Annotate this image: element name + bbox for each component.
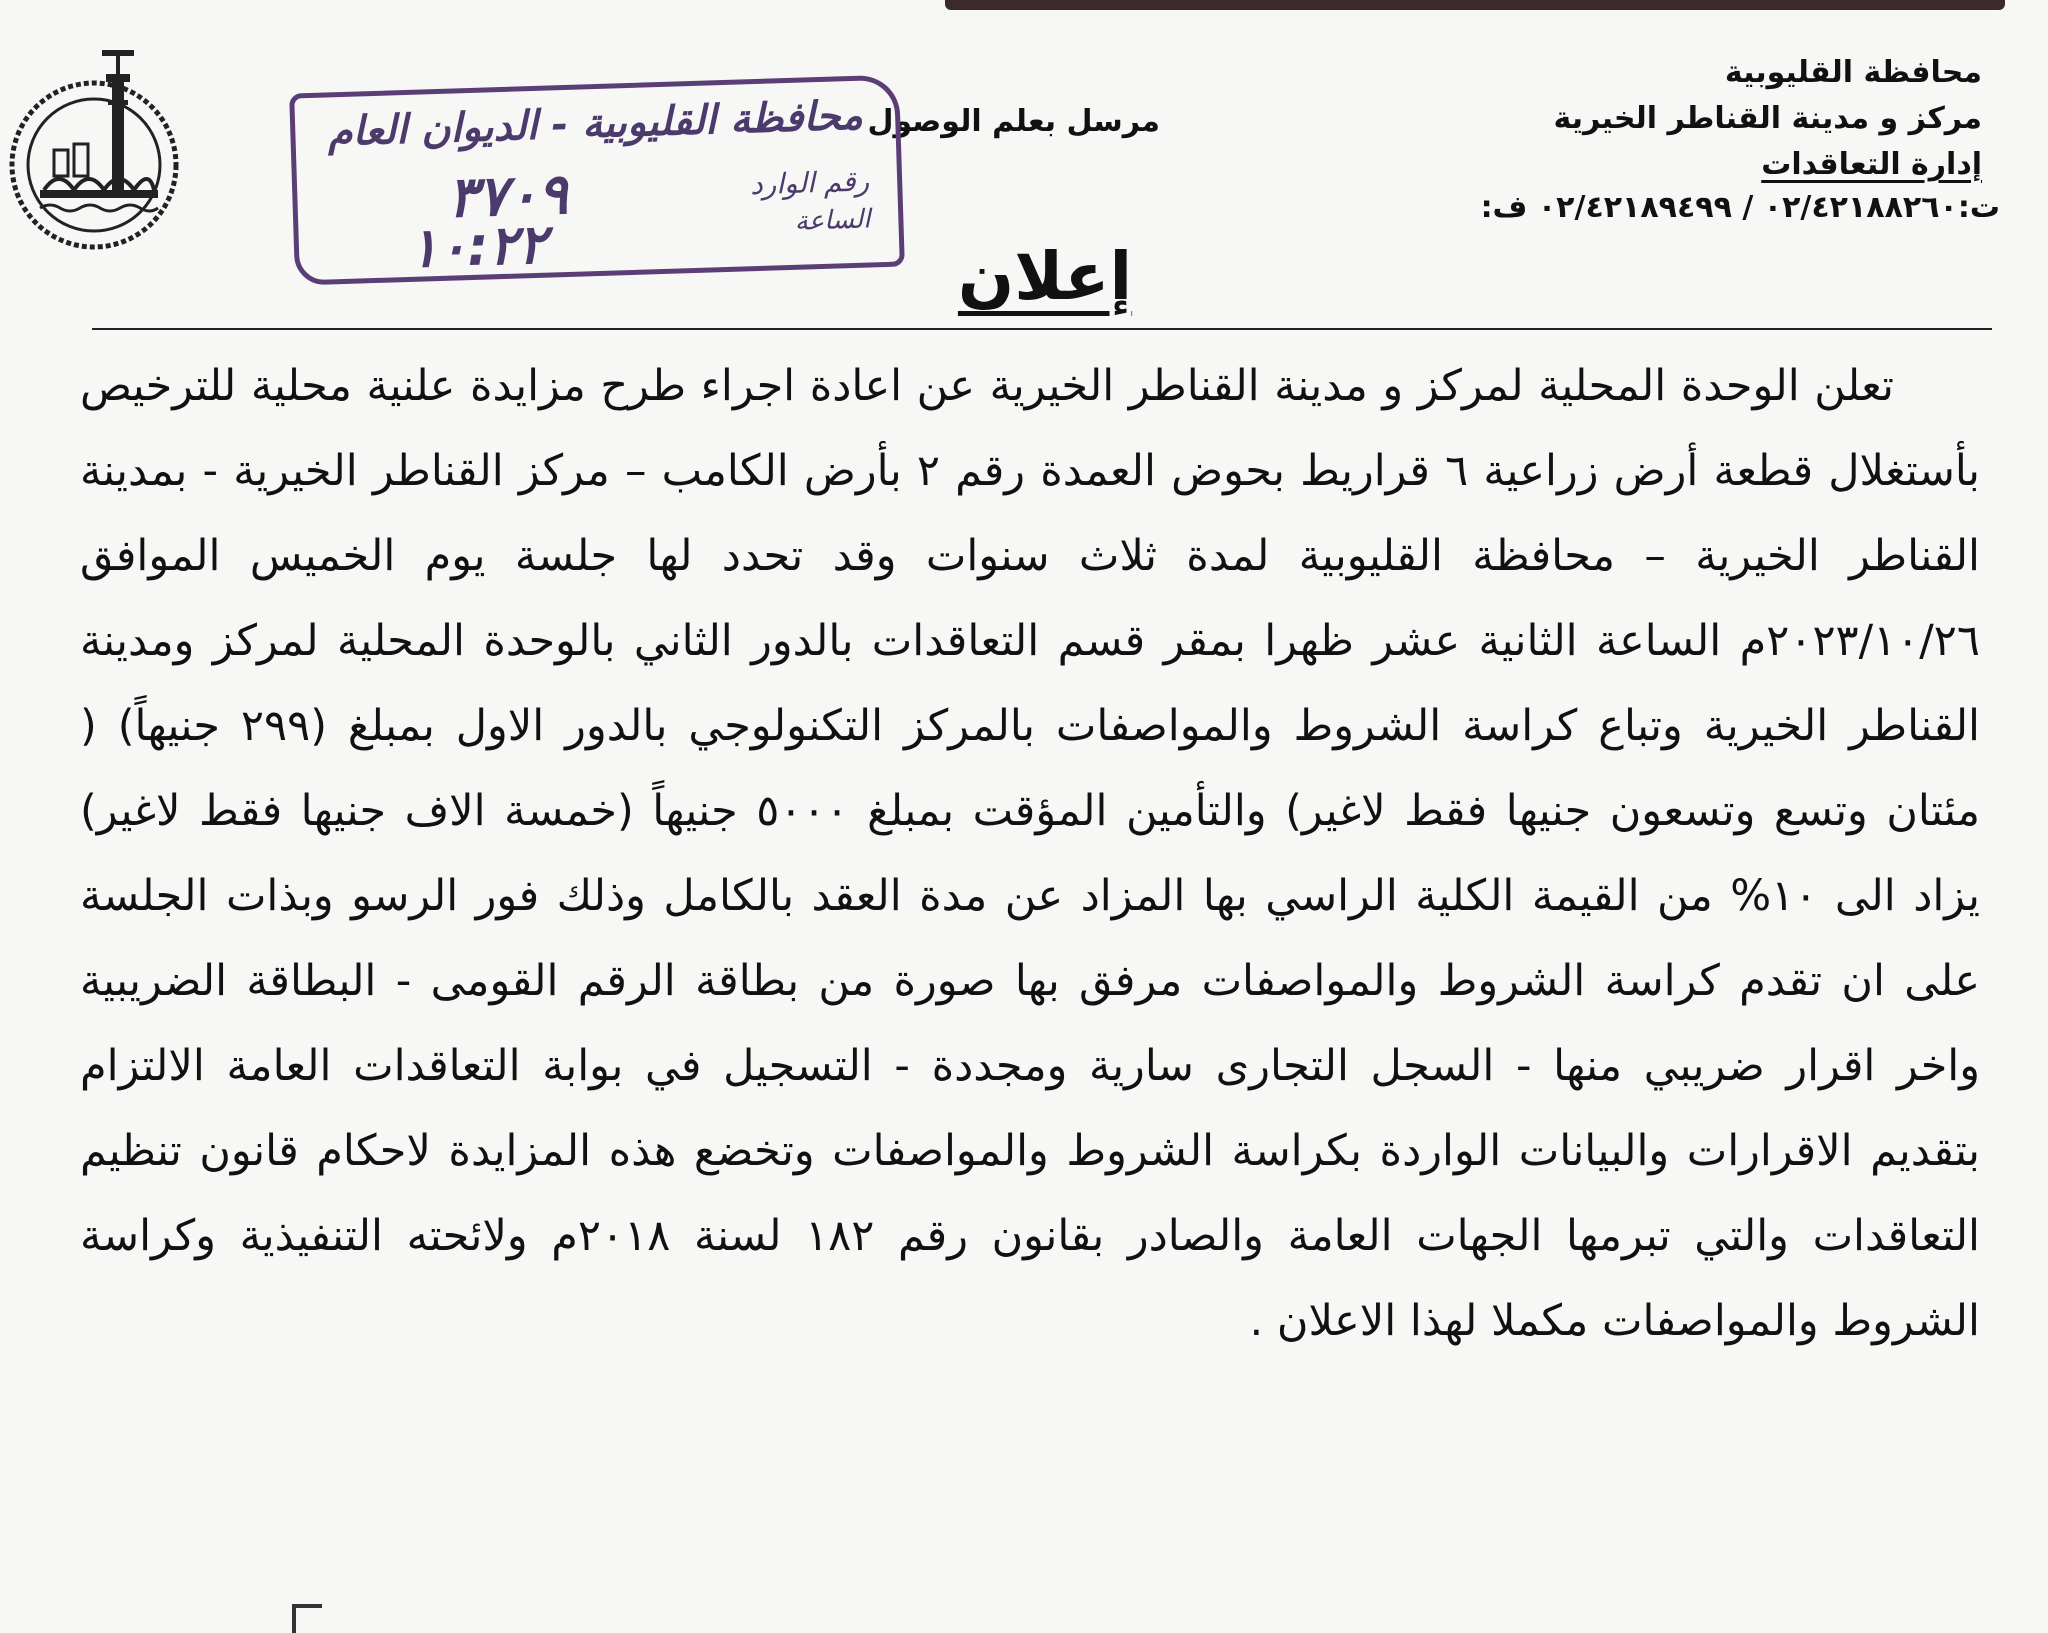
sent-by-registered-mail-note: مرسل بعلم الوصول xyxy=(867,104,1160,139)
stamp-time-value: ١٠:٢٢ xyxy=(408,212,548,280)
contact-numbers: ت:٠٢/٤٢١٨٨٢٦٠ / ٠٢/٤٢١٨٩٤٩٩ ف: xyxy=(1480,190,2000,225)
announcement-body: تعلن الوحدة المحلية لمركز و مدينة القناطر الخيرية عن اعادة اجراء طرح مزايدة علنية محلية للترخيص بأستغلال قطعة أرض زراعية ٦ قراريط بحوض العمدة رقم ٢ بأرض الكامب – مركز القناطر الخيرية - بمدينة القناطر الخيرية – محافظة القليوبية لمدة ثلاث سنوات وقد تحدد لها جلسة يوم الخميس الموافق ٢٠٢٣/١٠/٢٦م الساعة الثانية عشر ظهرا بمقر قسم التعاقدات بالدور الثاني بالوحدة المحلية لمركز ومدينة القناطر الخيرية وتباع كراسة الشروط والمواصفات بالمركز التكنولوجي بالدور الاول بمبلغ (٢٩٩ جنيهاً) ( مئتان وتسع وتسعون جنيها فقط لاغير) والتأمين المؤقت بمبلغ ٥٠٠٠ جنيهاً (خمسة الاف جنيها فقط لاغير) يزاد الى ١٠% من القيمة الكلية الراسي بها المزاد عن مدة العقد بالكامل وذلك فور الرسو وبذات الجلسة على ان تقدم كراسة الشروط والمواصفات مرفق بها صورة من بطاقة الرقم القومى - البطاقة الضريبية واخر اقرار ضريبي منها - السجل التجارى سارية ومجددة - التسجيل في بوابة التعاقدات العامة الالتزام بتقديم الاقرارات والبيانات الواردة بكراسة الشروط والمواصفات وتخضع هذه المزايدة لاحكام قانون تنظيم التعاقدات والتي تبرمها الجهات العامة والصادر بقانون رقم ١٨٢ لسنة ٢٠١٨م ولائحته التنفيذية وكراسة الشروط والمواصفات مكملا لهذا الاعلان . xyxy=(80,361,1981,1346)
announcement-title: إعلان xyxy=(957,238,1133,315)
stamp-incoming-label: رقم الوارد xyxy=(749,164,870,202)
stamp-incoming-number: ٣٧٠٩ xyxy=(446,161,569,231)
letterhead xyxy=(1382,50,1982,188)
governorate-emblem-icon xyxy=(4,40,184,250)
stamp-title: محافظة القليوبية - الديوان العام xyxy=(326,92,864,156)
top-edge-strip xyxy=(945,0,2005,10)
title-divider xyxy=(92,328,1992,330)
department-name: إدارة التعاقدات xyxy=(1761,147,1982,182)
stamp-time-label: الساعة xyxy=(794,204,871,237)
city-center-name: مركز و مدينة القناطر الخيرية xyxy=(1553,101,1982,136)
incoming-stamp xyxy=(289,74,905,285)
governorate-name: محافظة القليوبية xyxy=(1724,55,1982,90)
